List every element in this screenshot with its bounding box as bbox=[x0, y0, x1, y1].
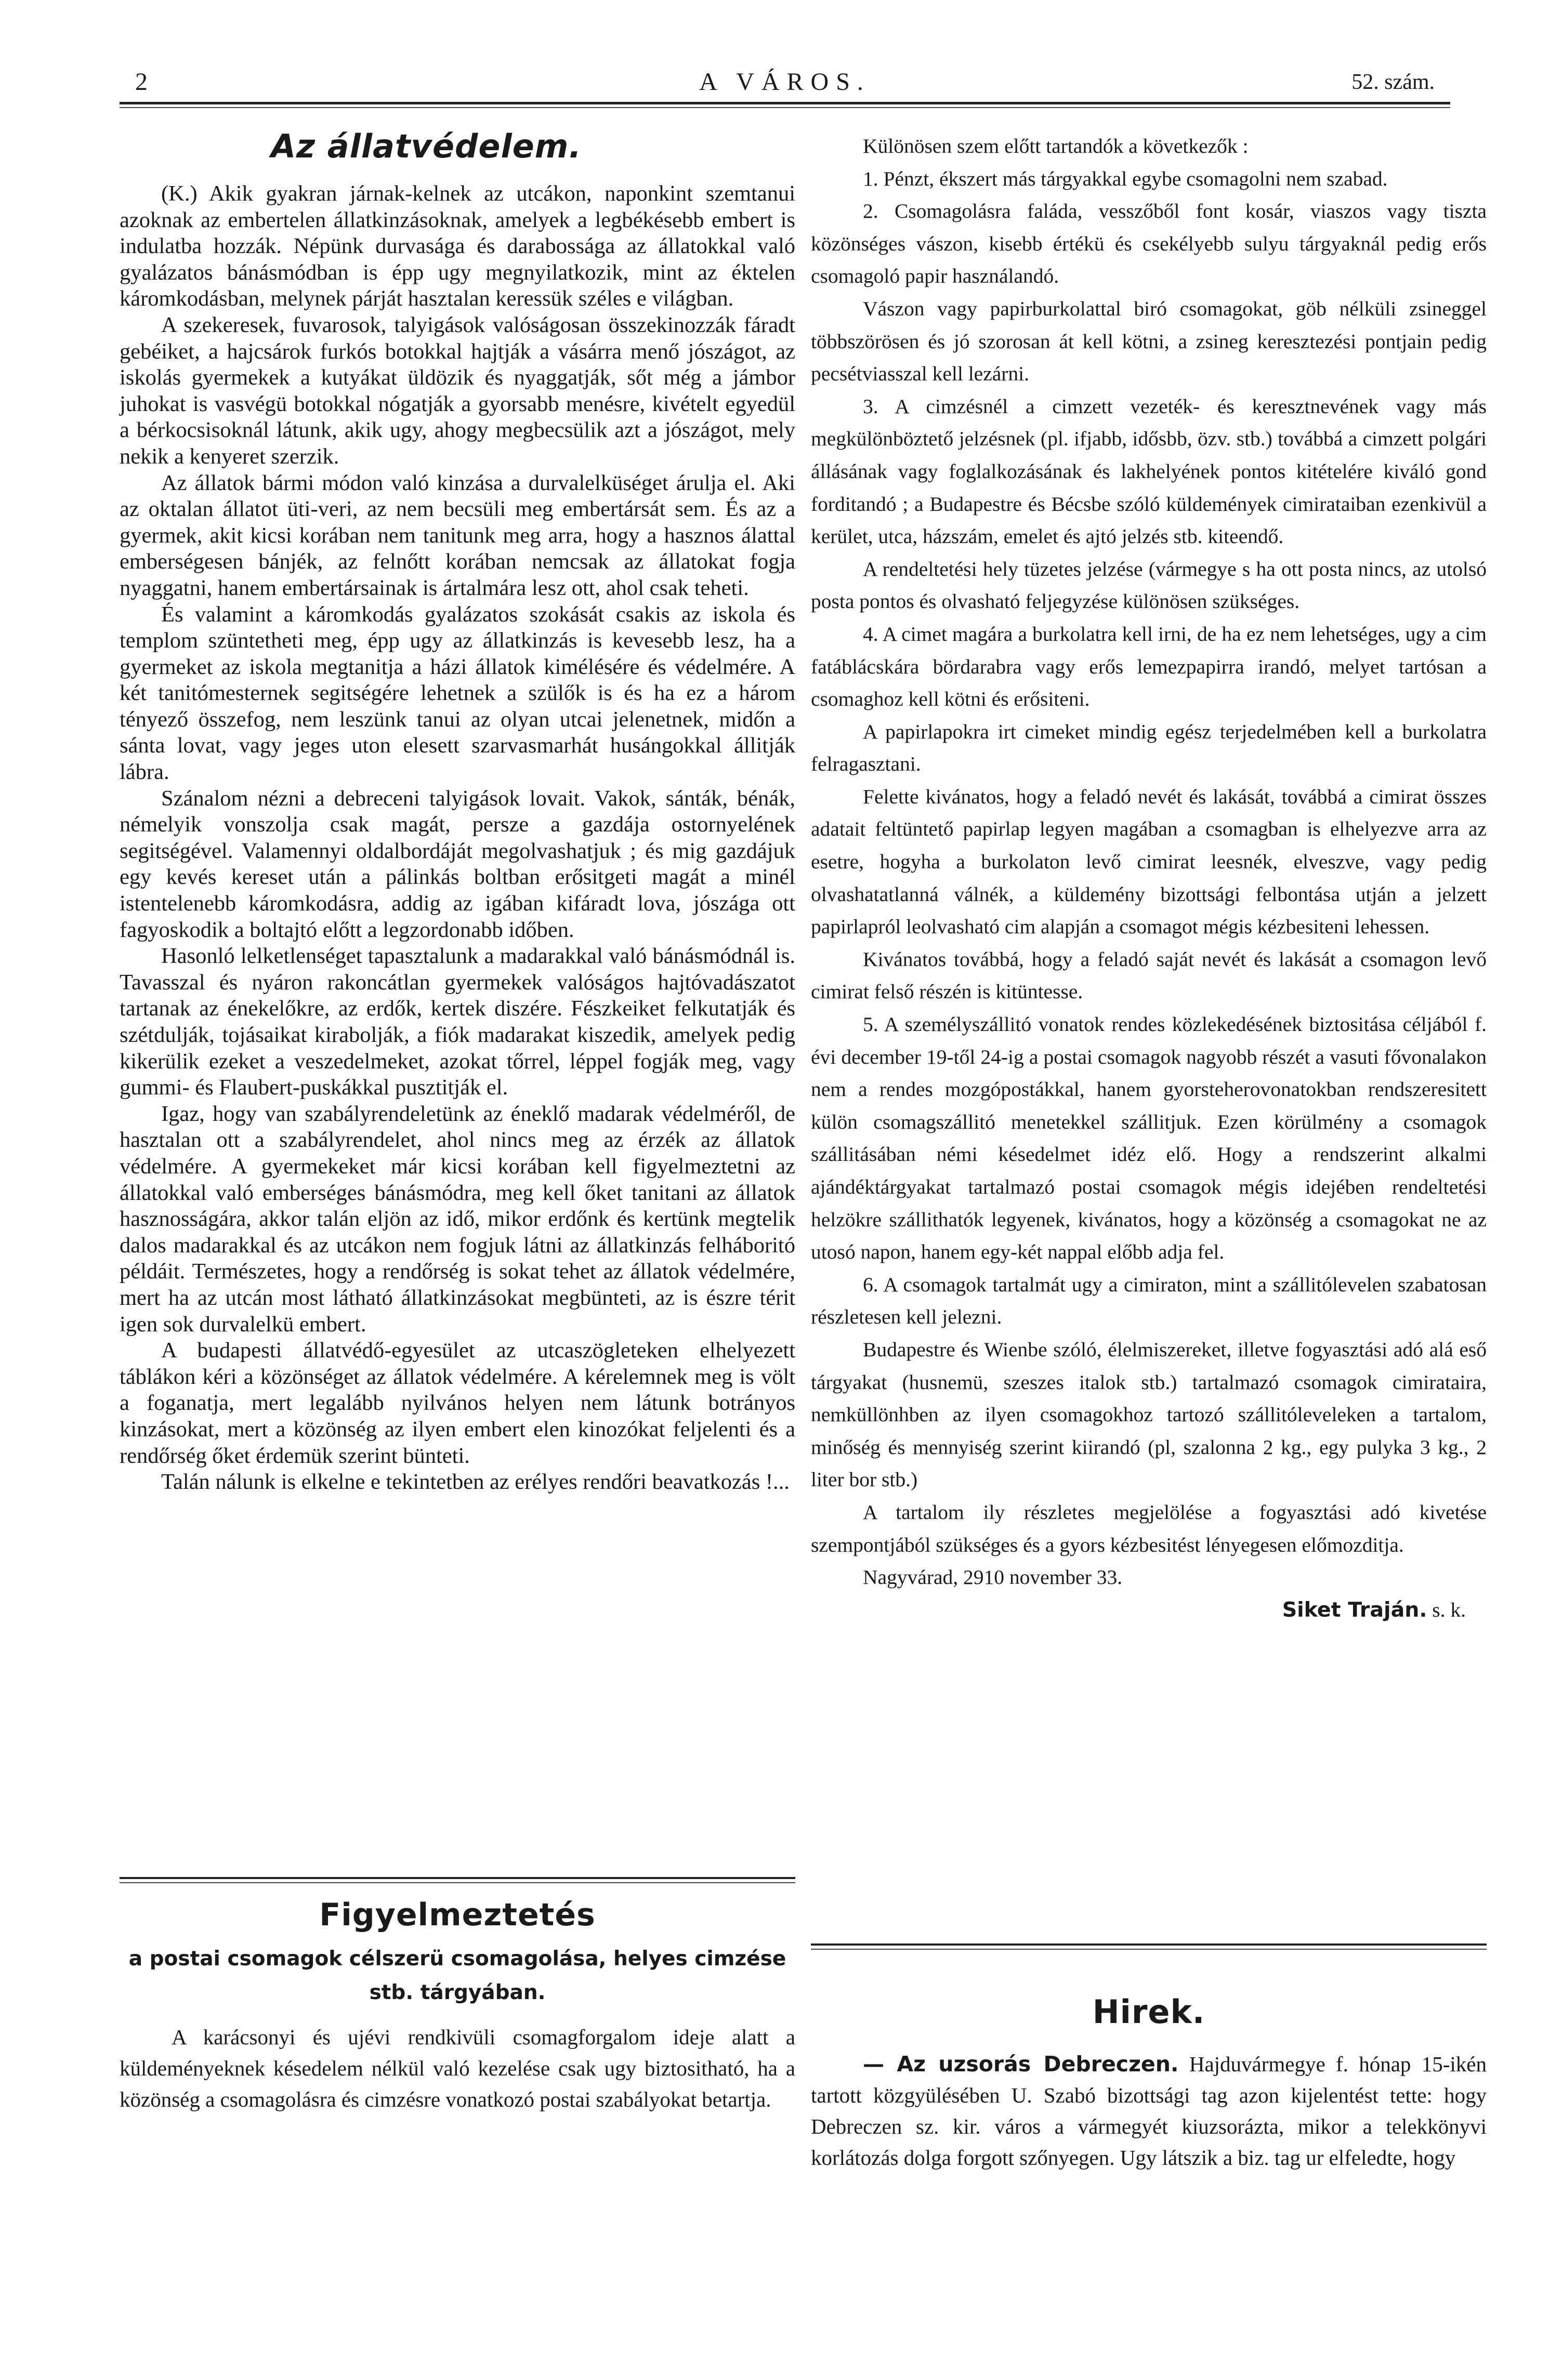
warning-rule: 6. A csomagok tartalmát ugy a cimiraton, mint a szállitólevelen szabatosan részletesen kell jelezni. bbox=[811, 1273, 1487, 1329]
warning-rule: Felette kivánatos, hogy a feladó nevét és lakását, továbbá a cimirat összes adatait feltüntető papirlap legyen magában a csomagban is elhelyezve arra az esetre, hogyha a burkolaton levő cimirat leesnék, elveszve, vagy pedig olvashatatlanná válnék, a küldemény bizottsági felbontása utján a jelzett papirlapról leolvasható cim alapján a csomagot mégis kézbesiteni lehessen. bbox=[811, 785, 1487, 938]
animal-paragraph: Szánalom nézni a debreceni talyigások lovait. Vakok, sánták, bénák, némelyik vonszolja csak magát, persze a gazdája ostornyelének segitségével. Valamennyi oldalbordáját megolvashatjuk ; és mig gazdájuk egy kevés kereset után a pálinkás boltban erősitgeti magát a minél istentelenebb káromkodásra, addig az igában kifáradt lova, jószága ott fagyoskodik a boltajtó előtt a legzordonabb időben. bbox=[120, 786, 795, 942]
warning-paragraph: A karácsonyi és ujévi rendkivüli csomagforgalom ideje alatt a küldeményeknek késedelem nélkül való kezelése csak ugy biztositható, ha a közönség a csomagolásra és cimzésre vonatkozó postai szabályokat betartja. bbox=[120, 2025, 795, 2111]
warning-rule: 3. A cimzésnél a cimzett vezeték- és keresztnevének vagy más megkülönböztető jelzésnek (pl. ifjabb, idősbb, özv. stb.) továbbá a cimzett polgári állásának vagy foglalkozásának és lakhelyének pontos kitételére kiváló gond forditandó ; a Budapestre és Bécsbe szóló küldemények cimirataiban ezenkivül a kerület, utca, házszám, emelet és ajtó jelzés stb. kiteendő. bbox=[811, 394, 1487, 548]
animal-paragraph: Az állatok bármi módon való kinzása a durvalelküséget árulja el. Aki az oktalan állatot üti-veri, az nem becsüli meg embertársát sem. És az a gyermek, akit kicsi korában nem tanitunk meg arra, hogy a hasznos álattal emberségesen bánjék, az felnőtt korában nemcsak az állatokat fogja nyaggatni, hanem embertársainak is ártalmára lesz ott, ahol csak teheti. bbox=[120, 470, 795, 600]
dateline: Nagyvárad, 2910 november 33. bbox=[863, 1566, 1123, 1589]
issue-number: 52. szám. bbox=[1351, 70, 1435, 94]
warning-rule: A tartalom ily részletes megjelölése a fogyasztási adó kivetése szempontjából szükséges és a gyors kézbesitést lényegesen előmozditja. bbox=[811, 1500, 1487, 1556]
animal-paragraph: A budapesti állatvédő-egyesület az utcaszögleteken elhelyezett táblákon kéri a közönséget az állatok védelmére. A kérelemnek meg is völt a foganatja, mert legalább nyilvános helyen nem látunk botrányos kinzásokat, mert a közönség az ilyen embert elen kinozókat feljelenti és a rendőrség őket érdemük szerint bünteti. bbox=[120, 1338, 795, 1468]
news-item-lead: — Az uzsorás Debreczen. bbox=[863, 2052, 1179, 2077]
warning-rule: A rendeltetési hely tüzetes jelzése (vármegye s ha ott posta nincs, az utolsó posta pontos és olvasható feljegyzése különösen szükséges. bbox=[811, 557, 1487, 613]
animal-paragraph: És valamint a káromkodás gyalázatos szokását csakis az iskola és templom szüntetheti meg, épp ugy az állatkinzás is kevesebb lesz, ha a gyermeket az iskola megtanitja a házi állatok kimélésére és védelmére. A két tanitómesternek segitségére lehetnek a szülők is és ha ez a három tényező összefog, nem leszünk tanui az olyan utcai jelenetnek, midőn a sánta lovat, vagy jeges uton elesett szarvasmarhát husángokkal állitják lábra. bbox=[120, 602, 795, 785]
warning-rule: Vászon vagy papirburkolattal biró csomagokat, göb nélküli zsineggel többszörösen és jó szorosan át kell kötni, a zsineg keresztezési pontjain pedig pecsétviasszal kell lezárni. bbox=[811, 297, 1487, 386]
warning-rule: 4. A cimet magára a burkolatra kell irni, de ha ez nem lehetséges, ugy a cim fatáblácskára bördarabra vagy erős lemezpapirra irandó, melyet tartósan a csomaghoz kell kötni és erősiteni. bbox=[811, 622, 1487, 711]
warning-continued bbox=[811, 130, 1487, 1626]
page-header bbox=[120, 68, 1450, 105]
warning-rule: Budapestre és Wienbe szóló, élelmiszereket, illetve fogyasztási adó alá eső tárgyakat (husnemü, szeszes italok stb.) tartalmazó csomagok cimirataira, nemküllönhben az ilyen csomagokhoz tartozó szállitóleveleken a tartalom, minőség és mennyiség szerint kiirandó (pl, szalonna 2 kg., egy pulyka 3 kg., 2 liter bor stb.) bbox=[811, 1338, 1487, 1491]
article-title-animal: Az állatvédelem. bbox=[271, 127, 582, 165]
section-rule bbox=[120, 1877, 795, 1879]
section-rule-right bbox=[811, 1943, 1487, 1946]
warning-rule: Kivánatos továbbá, hogy a feladó saját nevét és lakását a csomagon levő cimirat felső részén is kitüntesse. bbox=[811, 947, 1487, 1003]
header-rule bbox=[120, 102, 1450, 104]
newspaper-title: A VÁROS. bbox=[699, 68, 871, 96]
warning-rule: A papirlapokra irt cimeket mindig egész terjedelmében kell a burkolatra felragasztani. bbox=[811, 720, 1487, 776]
article-animal-body bbox=[120, 181, 795, 1496]
warning-rule: Különösen szem előtt tartandók a következők : bbox=[863, 135, 1249, 157]
signature-name: Siket Traján. bbox=[1282, 1597, 1427, 1622]
warning-subtitle-2: stb. tárgyában. bbox=[369, 1981, 546, 2004]
news-item-text: Hajduvármegye f. hónap 15-ikén tartott közgyülésében U. Szabó bizottsági tag azon kijelentést tette: hogy Debreczen sz. kir. város a vármegyét kiuzsorázta, mikor a telekkönyvi korlátozás dolga forgott szőnyegen. Ugy látszik a biz. tag ur elfeledte, hogy bbox=[811, 2052, 1487, 2170]
animal-paragraph: (K.) Akik gyakran járnak-kelnek az utcákon, naponkint szemtanui azoknak az embertelen állatkinzásoknak, amelyek a legbékésebb embert is indulatba hozzák. Népünk durvasága és darabossága az állatokkal való gyalázatos bánásmódban is épp ugy megnyilatkozik, mint az éktelen káromkodásban, melynek párját hasztalan keressük széles e világban. bbox=[120, 181, 795, 311]
news-item bbox=[811, 2048, 1487, 2173]
section-rule-right-thin bbox=[811, 1949, 1487, 1950]
page-number: 2 bbox=[135, 68, 148, 96]
warning-rule: 2. Csomagolásra faláda, vesszőből font kosár, viaszos vagy tiszta közönséges vászon, kisebb értékü és csekélyebb sulyu tárgyaknál pedig erős csomagoló papir használandó. bbox=[811, 200, 1487, 288]
animal-paragraph: A szekeresek, fuvarosok, talyigások valóságosan összekinozzák fáradt gebéiket, a hajcsárok furkós botokkal hajtják a vásárra menő jószágot, az iskolás gyermekek a kutyákat üldözik és nyaggatják, sőt még a jámbor juhokat is vasvégü botokkal nógatják a gyorsabb menésre, kivételt egyedül a bérkocsisoknál látunk, akik ugy, ahogy megbecsülik azt a jószágot, mely nekik a kenyeret szerzik. bbox=[120, 312, 795, 469]
signature-suffix: s. k. bbox=[1427, 1598, 1466, 1621]
warning-rule: 5. A személyszállitó vonatok rendes közlekedésének biztositása céljából f. évi december 19-től 24-ig a postai csomagok nagyobb részét a vasuti fővonalakon nem a rendes mozgópostákkal, hanem gyorsteherovonatokban rendszeresitett külön csomagszállitó menetekkel szállitjuk. Ezen körülmény a csomagok szállitásában némi késedelmet idéz elő. Hogy a rendszerint alkalmi ajándéktárgyakat tartalmazó postai csomagok mégis idejében rendeltetési helzökre szállithatók legyenek, kivánatos, hogy a közönség a csomagokat ne az utosó napon, hanem egy-két nappal előbb adja fel. bbox=[811, 1013, 1487, 1264]
animal-paragraph: Talán nálunk is elkelne e tekintetben az erélyes rendőri beavatkozás !... bbox=[161, 1470, 790, 1495]
section-rule-thin bbox=[120, 1882, 795, 1883]
article-title-warning: Figyelmeztetés bbox=[319, 1897, 596, 1933]
animal-paragraph: Hasonló lelketlenséget tapasztalunk a madarakkal való bánásmódnál is. Tavasszal és nyáron rakoncátlan gyermekek valóságos hajtóvadászatot tartanak az énekelőkre, az erdők, kertek diszére. Fészkeiket felkutatják és szétdulják, tojásaikat kirabolják, a fiók madarakat kiszedik, amelyek pedig kikerülik ezeket a veszedelmeket, azokat tőrrel, léppel fogják meg, vagy gummi- és Flaubert-puskákkal pusztitják el. bbox=[120, 944, 795, 1100]
warning-subtitle: a postai csomagok célszerü csomagolása, helyes cimzése bbox=[128, 1947, 786, 1971]
news-title: Hirek. bbox=[1092, 1993, 1205, 2031]
signature bbox=[811, 1594, 1487, 1627]
header-rule-thin bbox=[120, 107, 1450, 108]
animal-paragraph: Igaz, hogy van szabályrendeletünk az éneklő madarak védelméről, de hasztalan ott a szabályrendelet, ahol nincs meg az érzék az állatok védelmére. A gyermekeket már kicsi korában kell figyelmeztetni az állatokkal való emberséges bánásmódra, meg kell őket tanitani az állatok hasznosságára, akkor talán eljön az idő, mikor erdőnk és kertünk megtelik dalos madarakkal és az utcákon nem fogjuk látni az állatkinzás felháboritó példáit. Természetes, hogy a rendőrség is sokat tehet az állatok védelmére, mert ha az utcán most látható állatkinzásokat megbünteti, az is észre térit igen sok durvalelkü embert. bbox=[120, 1101, 795, 1337]
warning-rule: 1. Pénzt, ékszert más tárgyakkal egybe csomagolni nem szabad. bbox=[863, 167, 1388, 190]
